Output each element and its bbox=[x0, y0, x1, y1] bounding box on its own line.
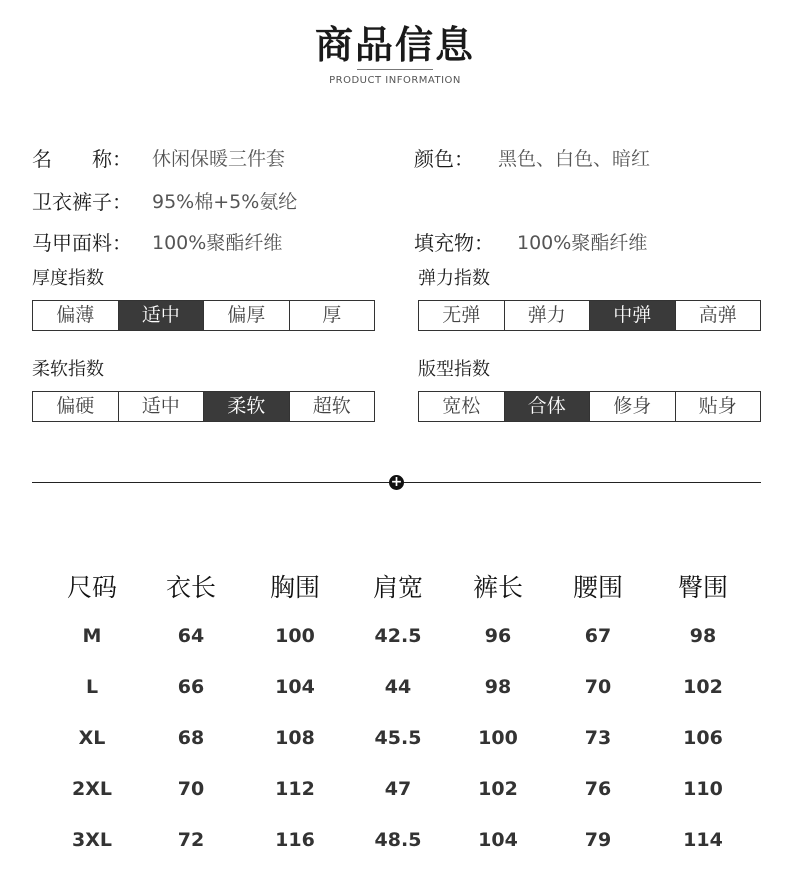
fit-scale bbox=[418, 391, 761, 422]
table-row bbox=[42, 814, 760, 865]
header-size: 尺码 bbox=[66, 573, 117, 602]
page-subtitle: PRODUCT INFORMATION bbox=[329, 75, 461, 86]
size-table bbox=[42, 562, 760, 865]
info-name-value: 休闲保暖三件套 bbox=[152, 148, 286, 170]
table-cell: 100 bbox=[478, 726, 518, 749]
header-length: 衣长 bbox=[165, 573, 216, 602]
softness-option-selected: 柔软 bbox=[204, 392, 290, 421]
info-name-label: 名 称： bbox=[32, 147, 132, 171]
table-row bbox=[42, 661, 760, 712]
table-cell: 67 bbox=[584, 624, 612, 647]
table-cell: 72 bbox=[177, 828, 205, 851]
softness-option: 偏硬 bbox=[33, 392, 119, 421]
table-row bbox=[42, 763, 760, 814]
header-hip: 臀围 bbox=[677, 573, 728, 602]
table-cell: 44 bbox=[384, 675, 412, 698]
fit-option: 修身 bbox=[590, 392, 676, 421]
table-cell: 47 bbox=[384, 777, 412, 800]
table-cell: 110 bbox=[683, 777, 723, 800]
table-cell: 96 bbox=[484, 624, 512, 647]
softness-index-title: 柔软指数 bbox=[32, 359, 104, 380]
table-cell: 98 bbox=[484, 675, 512, 698]
fit-option: 贴身 bbox=[698, 395, 737, 417]
table-cell: 116 bbox=[275, 828, 315, 851]
plus-circle-icon: + bbox=[390, 474, 403, 490]
elasticity-option: 弹力 bbox=[505, 301, 591, 330]
fit-option: 宽松 bbox=[419, 392, 505, 421]
table-cell: 79 bbox=[584, 828, 612, 851]
table-cell: 104 bbox=[478, 828, 518, 851]
table-cell: 76 bbox=[584, 777, 612, 800]
table-cell: M bbox=[82, 624, 102, 647]
table-cell: 106 bbox=[683, 726, 723, 749]
thickness-option-selected: 适中 bbox=[119, 301, 205, 330]
table-cell: 73 bbox=[584, 726, 612, 749]
table-cell: 102 bbox=[683, 675, 723, 698]
thickness-option: 厚 bbox=[322, 304, 342, 326]
info-filling-value: 100%聚酯纤维 bbox=[517, 232, 648, 254]
title-underline bbox=[357, 69, 433, 70]
table-cell: XL bbox=[78, 726, 106, 749]
table-cell: 48.5 bbox=[374, 828, 422, 851]
table-cell: 45.5 bbox=[374, 726, 422, 749]
info-filling-label: 填充物： bbox=[414, 231, 494, 255]
softness-option: 适中 bbox=[119, 392, 205, 421]
header-pants-length: 裤长 bbox=[472, 573, 523, 602]
elasticity-option: 高弹 bbox=[698, 304, 737, 326]
info-fabric-value: 95%棉+5%氨纶 bbox=[152, 191, 298, 213]
elasticity-index-title: 弹力指数 bbox=[418, 268, 490, 289]
table-cell: 100 bbox=[275, 624, 315, 647]
table-cell: 114 bbox=[683, 828, 723, 851]
header-chest: 胸围 bbox=[269, 573, 320, 602]
table-cell: 98 bbox=[689, 624, 717, 647]
softness-scale bbox=[32, 391, 375, 422]
thickness-index-title: 厚度指数 bbox=[32, 268, 104, 289]
elasticity-option-selected: 中弹 bbox=[590, 301, 676, 330]
info-fabric-label: 卫衣裤子： bbox=[32, 190, 132, 214]
thickness-scale bbox=[32, 300, 375, 331]
table-cell: 3XL bbox=[72, 828, 112, 851]
table-cell: L bbox=[85, 675, 99, 698]
table-cell: 112 bbox=[275, 777, 315, 800]
elasticity-option: 无弹 bbox=[419, 301, 505, 330]
table-row bbox=[42, 712, 760, 763]
table-cell: 70 bbox=[177, 777, 205, 800]
table-cell: 102 bbox=[478, 777, 518, 800]
info-color-label: 颜色： bbox=[414, 147, 474, 171]
info-vest-value: 100%聚酯纤维 bbox=[152, 232, 283, 254]
fit-index-title: 版型指数 bbox=[418, 359, 490, 380]
header-waist: 腰围 bbox=[572, 573, 623, 602]
thickness-option: 偏厚 bbox=[204, 301, 290, 330]
size-table-header bbox=[42, 562, 760, 610]
table-row bbox=[42, 610, 760, 661]
table-cell: 70 bbox=[584, 675, 612, 698]
table-cell: 2XL bbox=[72, 777, 112, 800]
softness-option: 超软 bbox=[312, 395, 351, 417]
table-cell: 42.5 bbox=[374, 624, 422, 647]
table-cell: 104 bbox=[275, 675, 315, 698]
elasticity-scale bbox=[418, 300, 761, 331]
info-vest-label: 马甲面料： bbox=[32, 231, 132, 255]
table-cell: 64 bbox=[177, 624, 205, 647]
header-shoulder: 肩宽 bbox=[372, 573, 423, 602]
table-cell: 108 bbox=[275, 726, 315, 749]
info-color-value: 黑色、白色、暗红 bbox=[498, 148, 651, 170]
table-cell: 68 bbox=[177, 726, 205, 749]
thickness-option: 偏薄 bbox=[33, 301, 119, 330]
fit-option-selected: 合体 bbox=[505, 392, 591, 421]
table-cell: 66 bbox=[177, 675, 205, 698]
page-title: 商品信息 bbox=[314, 23, 475, 67]
